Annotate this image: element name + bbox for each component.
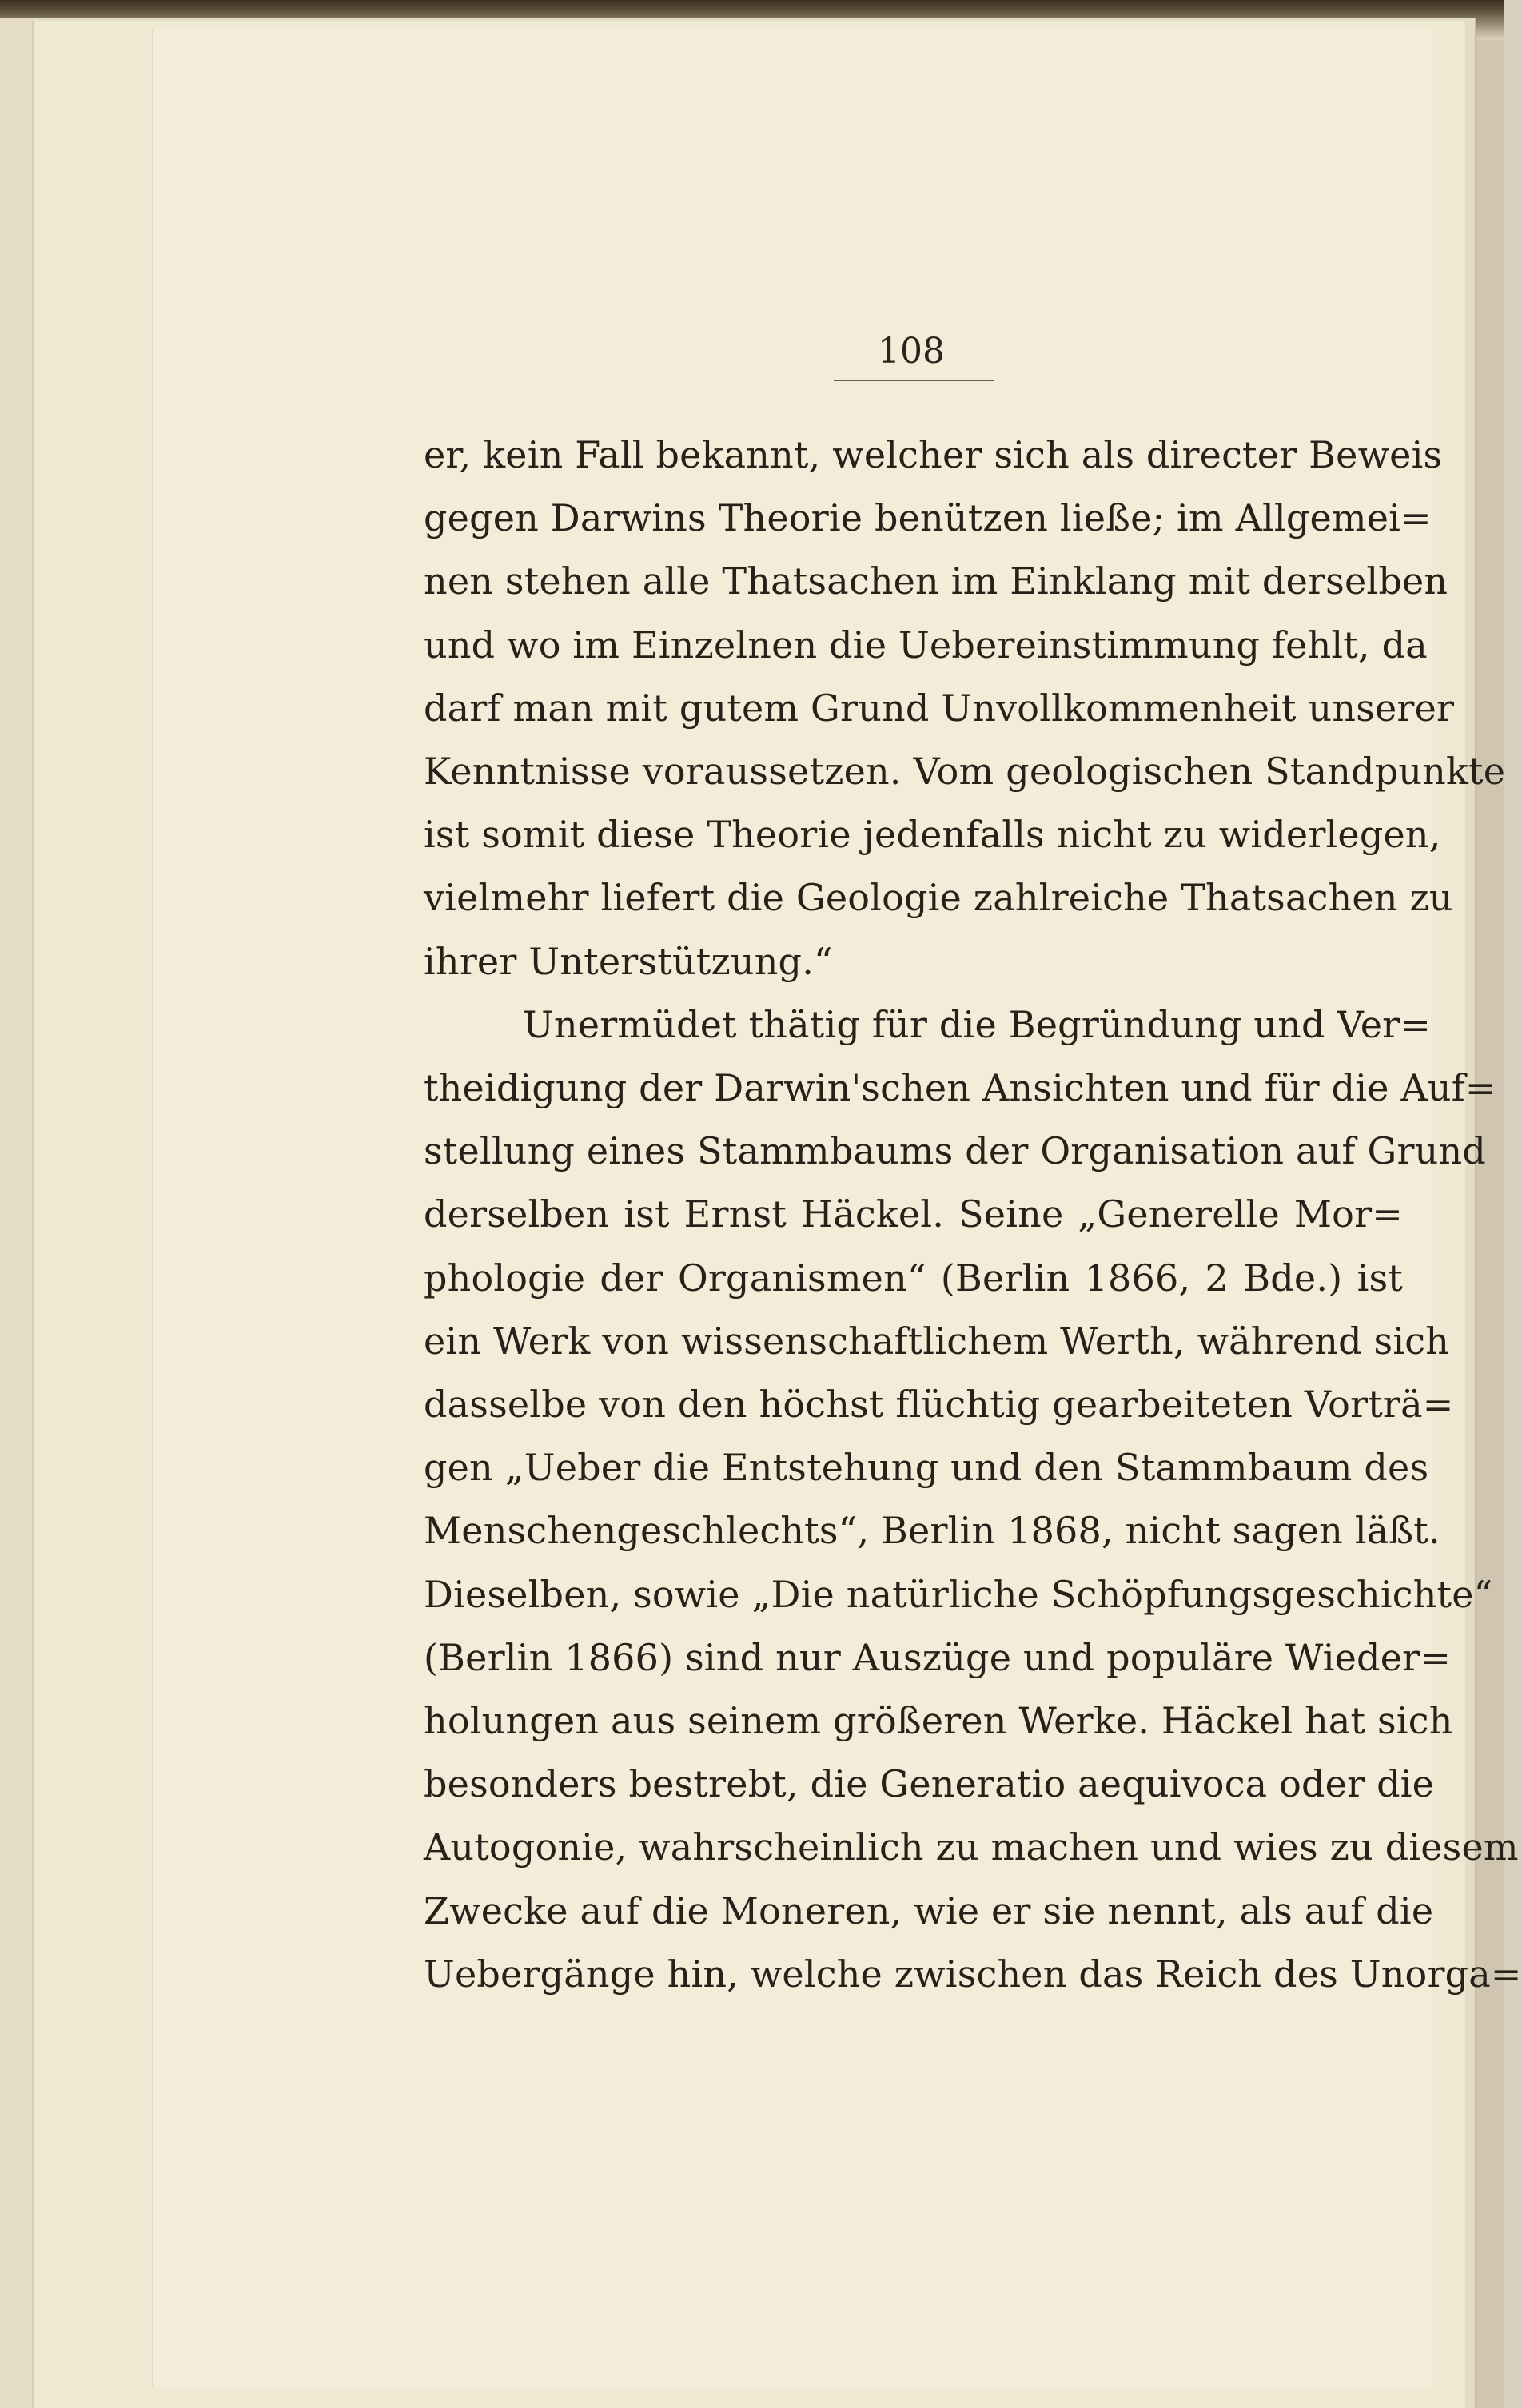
text-line: Menschengeschlechts“, Berlin 1868, nicht sagen läßt. [424,1509,1440,1553]
text-line: Unermüdet thätig für die Begründung und Ver= [523,1002,1432,1046]
text-line: besonders bestrebt, die Generatio aequivoca oder die [424,1762,1435,1806]
text-line: und wo im Einzelnen die Uebereinstimmung fehlt, da [424,623,1428,667]
text-line: nen stehen alle Thatsachen im Einklang mit derselben [424,559,1448,603]
text-line: (Berlin 1866) sind nur Auszüge und populäre Wieder= [424,1635,1452,1679]
text-line: holungen aus seinem größeren Werke. Häckel hat sich [424,1699,1453,1743]
text-line: darf man mit gutem Grund Unvollkommenheit unserer [424,686,1455,730]
text-line: vielmehr liefert die Geologie zahlreiche Thatsachen zu [424,876,1453,920]
text-line: er, kein Fall bekannt, welcher sich als directer Beweis [424,433,1443,476]
text-line: Dieselben, sowie „Die natürliche Schöpfungsgeschichte“ [424,1572,1493,1616]
text-line: ist somit diese Theorie jedenfalls nicht zu widerlegen, [424,813,1441,857]
text-line: gegen Darwins Theorie benützen ließe; im Allgemei= [424,496,1432,540]
text-line: ihrer Unterstützung.“ [424,939,833,983]
text-line: derselben ist Ernst Häckel. Seine „Generelle Mor= [424,1192,1403,1236]
text-line: Zwecke auf die Moneren, wie er sie nennt, als auf die [424,1889,1434,1932]
text-line: theidigung der Darwin'schen Ansichten und für die Auf= [424,1066,1496,1110]
text-line: phologie der Organismen“ (Berlin 1866, 2 Bde.) ist [424,1256,1403,1300]
text-line: gen „Ueber die Entstehung und den Stammbaum des [424,1446,1429,1490]
text-line: stellung eines Stammbaums der Organisation auf Grund [424,1129,1486,1173]
page-number: 108 [878,331,945,372]
page-number-rule [834,380,994,381]
text-line: Kenntnisse voraussetzen. Vom geologischen Standpunkte [424,750,1506,794]
text-line: ein Werk von wissenschaftlichem Werth, während sich [424,1319,1450,1363]
text-line: Autogonie, wahrscheinlich zu machen und wies zu diesem [424,1825,1519,1869]
body-text [424,424,1522,2006]
text-line: dasselbe von den höchst flüchtig gearbeiteten Vorträ= [424,1383,1454,1427]
text-line: Uebergänge hin, welche zwischen das Reich des Unorga= [424,1952,1522,1996]
